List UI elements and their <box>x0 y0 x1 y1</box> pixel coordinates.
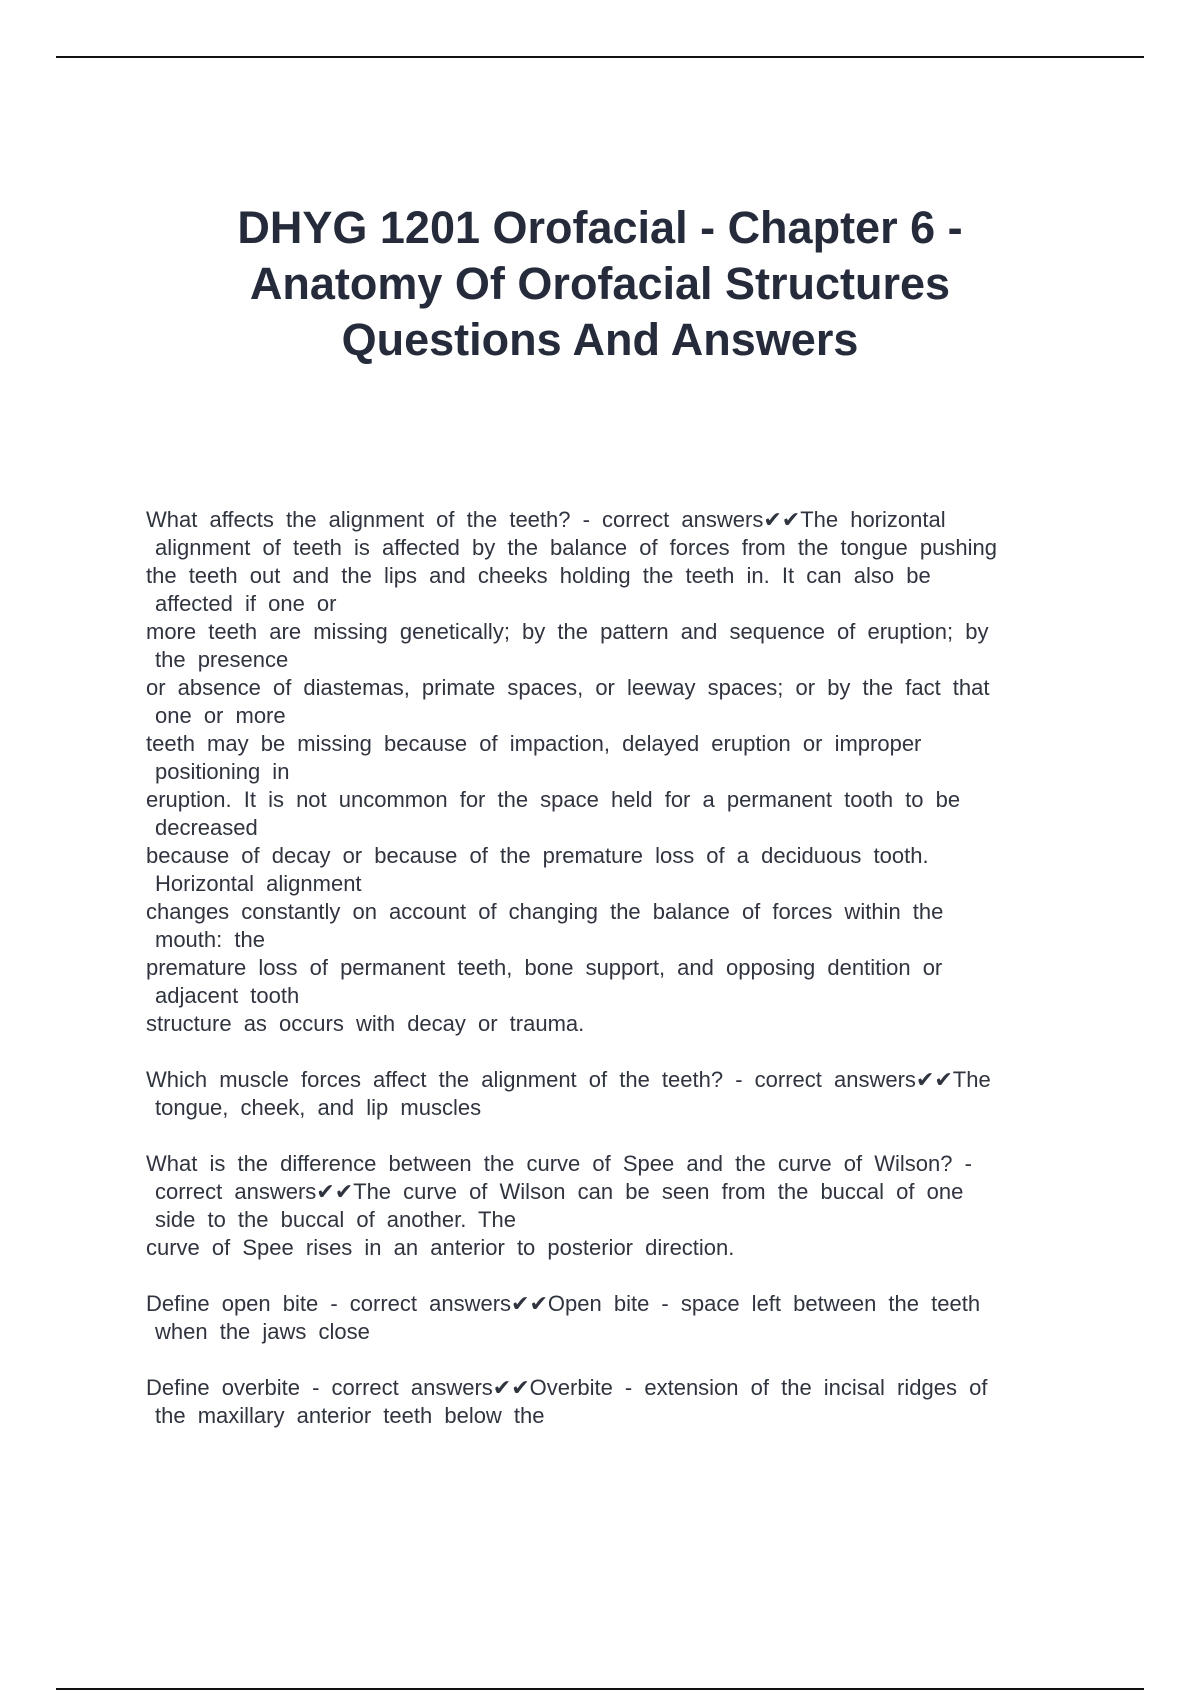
title-line: Anatomy Of Orofacial Structures <box>249 258 951 309</box>
text-line: affected if one or <box>155 591 337 616</box>
text-line: eruption. It is not uncommon for the space held for a permanent tooth to be <box>146 787 961 812</box>
qa-item-curves <box>146 1150 1086 1262</box>
text-line: Define open bite - correct answers✔✔Open bite - space left between the teeth <box>146 1291 981 1316</box>
text-line: What affects the alignment of the teeth? - correct answers✔✔The horizontal <box>146 507 946 532</box>
text-line: positioning in <box>155 759 290 784</box>
text-line: when the jaws close <box>155 1319 370 1344</box>
text-line: the presence <box>155 647 289 672</box>
text-line: tongue, cheek, and lip muscles <box>155 1095 482 1120</box>
title-line: Questions And Answers <box>341 314 859 365</box>
text-line: mouth: the <box>155 927 265 952</box>
text-line: alignment of teeth is affected by the balance of forces from the tongue pushing <box>155 535 997 560</box>
top-rule <box>56 56 1144 58</box>
qa-item-muscle-forces <box>146 1066 1086 1122</box>
text-line: premature loss of permanent teeth, bone support, and opposing dentition or <box>146 955 943 980</box>
text-line: changes constantly on account of changing the balance of forces within the <box>146 899 944 924</box>
text-line: Horizontal alignment <box>155 871 362 896</box>
qa-item-open-bite <box>146 1290 1086 1346</box>
text-line: side to the buccal of another. The <box>155 1207 516 1232</box>
text-line: or absence of diastemas, primate spaces, or leeway spaces; or by the fact that <box>146 675 990 700</box>
text-line: What is the difference between the curve of Spee and the curve of Wilson? - <box>146 1151 972 1176</box>
text-line: teeth may be missing because of impaction, delayed eruption or improper <box>146 731 922 756</box>
qa-item-alignment <box>146 506 1086 1038</box>
text-line: the teeth out and the lips and cheeks holding the teeth in. It can also be <box>146 563 931 588</box>
text-line: one or more <box>155 703 286 728</box>
text-line: because of decay or because of the premature loss of a deciduous tooth. <box>146 843 929 868</box>
text-line: adjacent tooth <box>155 983 300 1008</box>
text-line: structure as occurs with decay or trauma. <box>146 1011 585 1036</box>
bottom-rule <box>56 1688 1144 1690</box>
page-title <box>120 200 1080 368</box>
text-line: the maxillary anterior teeth below the <box>155 1403 545 1428</box>
qa-list <box>146 506 1086 1458</box>
text-line: curve of Spee rises in an anterior to posterior direction. <box>146 1235 735 1260</box>
title-line: DHYG 1201 Orofacial - Chapter 6 - <box>237 202 963 253</box>
text-line: Define overbite - correct answers✔✔Overbite - extension of the incisal ridges of <box>146 1375 988 1400</box>
text-line: decreased <box>155 815 258 840</box>
text-line: more teeth are missing genetically; by the pattern and sequence of eruption; by <box>146 619 989 644</box>
qa-item-overbite <box>146 1374 1086 1430</box>
text-line: correct answers✔✔The curve of Wilson can be seen from the buccal of one <box>155 1179 964 1204</box>
text-line: Which muscle forces affect the alignment of the teeth? - correct answers✔✔The <box>146 1067 991 1092</box>
